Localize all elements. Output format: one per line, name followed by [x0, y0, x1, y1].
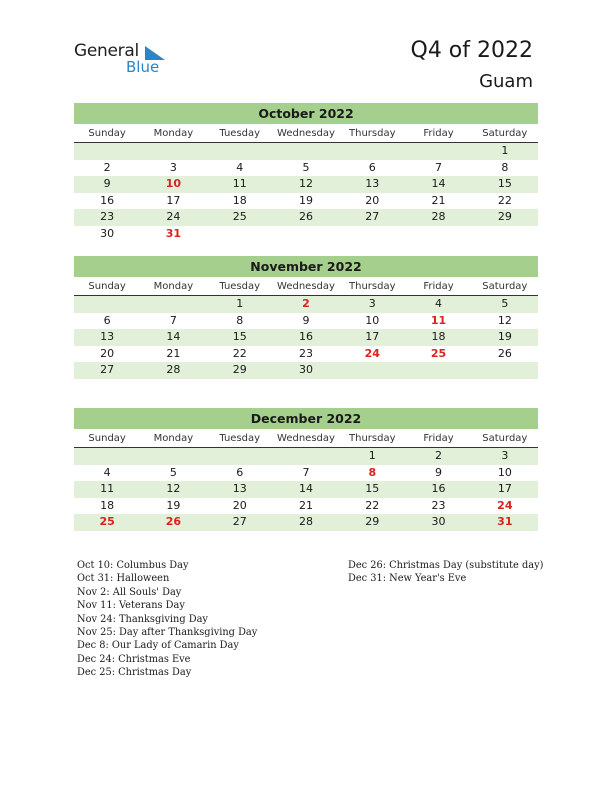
week-row [74, 481, 538, 498]
weekday-label: Saturday [482, 281, 528, 292]
weekday-label: Thursday [349, 433, 396, 444]
day-cell: 27 [365, 210, 380, 224]
holiday-day-cell: 31 [165, 226, 182, 240]
weekday-label: Wednesday [277, 433, 335, 444]
week-row [74, 346, 538, 363]
page-subtitle: Guam [479, 71, 533, 92]
month-october [74, 103, 538, 243]
weekday-label: Tuesday [219, 281, 261, 292]
day-cell [405, 143, 471, 160]
weekday-label: Wednesday [277, 281, 335, 292]
day-cell: 23 [298, 346, 313, 360]
holiday-day-cell: 8 [368, 465, 377, 479]
day-cell: 10 [365, 313, 380, 327]
day-cell: 19 [298, 193, 313, 207]
day-cell [339, 226, 405, 243]
day-cell: 16 [100, 193, 115, 207]
day-cell: 17 [365, 330, 380, 344]
day-cell [273, 226, 339, 243]
week-row [74, 193, 538, 210]
weekday-label: Sunday [88, 281, 126, 292]
day-cell: 26 [497, 346, 512, 360]
day-cell: 29 [497, 210, 512, 224]
weekday-header-row [74, 277, 538, 296]
day-cell: 13 [365, 177, 380, 191]
week-row [74, 514, 538, 531]
logo-general-text: General [74, 41, 139, 61]
day-cell: 1 [236, 297, 244, 310]
weekday-label: Wednesday [277, 128, 335, 139]
day-cell: 12 [497, 313, 512, 327]
weekday-label: Saturday [482, 433, 528, 444]
day-cell: 15 [365, 482, 380, 496]
month-november [74, 256, 538, 379]
day-cell: 16 [298, 330, 313, 344]
weekday-label: Thursday [349, 281, 396, 292]
day-cell: 24 [166, 210, 181, 224]
weekday-label: Sunday [88, 433, 126, 444]
day-cell: 14 [166, 330, 181, 344]
holiday-list-right [348, 559, 543, 586]
day-cell: 4 [103, 465, 111, 479]
holiday-entry: Nov 11: Veterans Day [77, 600, 185, 612]
holiday-entry: Dec 24: Christmas Eve [77, 653, 191, 665]
day-cell [207, 143, 273, 160]
holiday-entry: Nov 25: Day after Thanksgiving Day [77, 626, 258, 638]
day-cell: 30 [431, 515, 446, 529]
week-row [74, 209, 538, 226]
day-cell [74, 143, 140, 160]
holiday-day-cell: 10 [165, 177, 182, 191]
day-cell: 22 [365, 498, 380, 512]
weekday-label: Tuesday [219, 128, 261, 139]
holiday-entry: Dec 31: New Year's Eve [348, 573, 467, 585]
day-cell: 25 [232, 210, 247, 224]
day-cell [273, 448, 339, 465]
month-title: December 2022 [74, 408, 538, 429]
day-cell: 28 [298, 515, 313, 529]
day-cell: 23 [100, 210, 115, 224]
holiday-day-cell: 25 [430, 346, 447, 360]
day-cell: 30 [298, 363, 313, 377]
day-cell: 14 [298, 482, 313, 496]
day-cell: 22 [497, 193, 512, 207]
page-title: Q4 of 2022 [410, 38, 533, 63]
day-cell: 6 [368, 160, 376, 174]
holiday-list-left [77, 559, 257, 680]
weekday-label: Thursday [349, 128, 396, 139]
day-cell: 12 [166, 482, 181, 496]
day-cell: 9 [302, 313, 310, 327]
day-cell: 30 [100, 226, 115, 240]
day-cell: 17 [166, 193, 181, 207]
weekday-label: Monday [153, 281, 194, 292]
day-cell: 2 [103, 160, 111, 174]
day-cell [405, 362, 471, 379]
day-cell: 8 [236, 313, 244, 327]
week-row [74, 329, 538, 346]
day-cell: 5 [501, 297, 509, 310]
day-cell: 11 [100, 482, 115, 496]
day-cell: 20 [232, 498, 247, 512]
day-cell: 20 [100, 346, 115, 360]
week-row [74, 296, 538, 313]
day-cell: 10 [497, 465, 512, 479]
day-cell: 1 [368, 449, 376, 462]
weekday-label: Sunday [88, 128, 126, 139]
day-cell: 18 [431, 330, 446, 344]
holiday-entry: Oct 31: Halloween [77, 573, 170, 585]
day-cell: 12 [298, 177, 313, 191]
day-cell [405, 226, 471, 243]
day-cell: 29 [365, 515, 380, 529]
day-cell: 18 [232, 193, 247, 207]
day-cell: 7 [169, 313, 177, 327]
holiday-day-cell: 11 [430, 313, 447, 327]
day-cell [339, 362, 405, 379]
day-cell [140, 448, 206, 465]
holiday-day-cell: 2 [302, 297, 310, 310]
day-cell: 27 [232, 515, 247, 529]
day-cell: 1 [501, 144, 509, 157]
weekday-label: Friday [423, 128, 454, 139]
day-cell: 5 [169, 465, 177, 479]
holiday-entry: Oct 10: Columbus Day [77, 560, 189, 571]
day-cell [74, 296, 140, 313]
day-cell: 21 [431, 193, 446, 207]
day-cell [472, 362, 538, 379]
day-cell [472, 226, 538, 243]
day-cell: 28 [166, 363, 181, 377]
day-cell: 19 [166, 498, 181, 512]
week-row [74, 465, 538, 482]
weekday-label: Tuesday [219, 433, 261, 444]
day-cell: 9 [103, 177, 111, 191]
day-cell: 28 [431, 210, 446, 224]
day-cell: 18 [100, 498, 115, 512]
day-cell: 4 [236, 160, 244, 174]
week-row [74, 176, 538, 193]
day-cell: 17 [497, 482, 512, 496]
day-cell: 23 [431, 498, 446, 512]
weekday-label: Monday [153, 128, 194, 139]
day-cell [140, 143, 206, 160]
day-cell: 7 [435, 160, 443, 174]
month-title: October 2022 [74, 103, 538, 124]
day-cell: 3 [169, 160, 177, 174]
week-row [74, 226, 538, 243]
week-row [74, 498, 538, 515]
day-cell [207, 448, 273, 465]
weekday-label: Friday [423, 433, 454, 444]
weekday-header-row [74, 429, 538, 448]
weekday-label: Friday [423, 281, 454, 292]
week-row [74, 362, 538, 379]
day-cell: 19 [497, 330, 512, 344]
day-cell: 20 [365, 193, 380, 207]
holiday-entry: Dec 25: Christmas Day [77, 667, 192, 679]
day-cell: 22 [232, 346, 247, 360]
day-cell: 27 [100, 363, 115, 377]
day-cell: 16 [431, 482, 446, 496]
holiday-day-cell: 24 [364, 346, 380, 360]
day-cell: 29 [232, 363, 247, 377]
day-cell: 9 [435, 465, 443, 479]
day-cell: 26 [298, 210, 313, 224]
day-cell [74, 448, 140, 465]
week-row [74, 160, 538, 177]
day-cell [273, 143, 339, 160]
weekday-label: Saturday [482, 128, 528, 139]
week-row [74, 313, 538, 330]
generalblue-logo [74, 41, 174, 77]
day-cell: 21 [298, 498, 313, 512]
holiday-day-cell: 24 [497, 498, 513, 512]
day-cell: 13 [100, 330, 115, 344]
day-cell: 11 [232, 177, 247, 191]
month-december [74, 408, 538, 531]
day-cell: 2 [435, 449, 443, 462]
day-cell: 8 [501, 160, 509, 174]
holiday-entry: Dec 8: Our Lady of Camarin Day [77, 640, 239, 652]
day-cell [140, 296, 206, 313]
day-cell: 5 [302, 160, 310, 174]
day-cell: 4 [435, 297, 443, 310]
week-row [74, 143, 538, 160]
day-cell: 6 [236, 465, 244, 479]
holiday-entry: Nov 24: Thanksgiving Day [77, 613, 208, 625]
day-cell: 6 [103, 313, 111, 327]
day-cell: 3 [501, 449, 509, 462]
holiday-entry: Dec 26: Christmas Day (substitute day) [348, 560, 544, 571]
holiday-entry: Nov 2: All Souls' Day [77, 586, 182, 598]
day-cell: 15 [497, 177, 512, 191]
month-title: November 2022 [74, 256, 538, 277]
day-cell: 7 [302, 465, 310, 479]
day-cell [207, 226, 273, 243]
holiday-day-cell: 25 [99, 515, 115, 529]
logo-blue-text: Blue [126, 58, 160, 76]
day-cell: 13 [232, 482, 247, 496]
week-row [74, 448, 538, 465]
holiday-day-cell: 26 [165, 515, 182, 529]
weekday-header-row [74, 124, 538, 143]
day-cell: 14 [431, 177, 446, 191]
holiday-day-cell: 31 [497, 515, 513, 529]
day-cell [339, 143, 405, 160]
day-cell: 3 [368, 297, 376, 310]
day-cell: 21 [166, 346, 181, 360]
weekday-label: Monday [153, 433, 194, 444]
day-cell: 15 [232, 330, 247, 344]
